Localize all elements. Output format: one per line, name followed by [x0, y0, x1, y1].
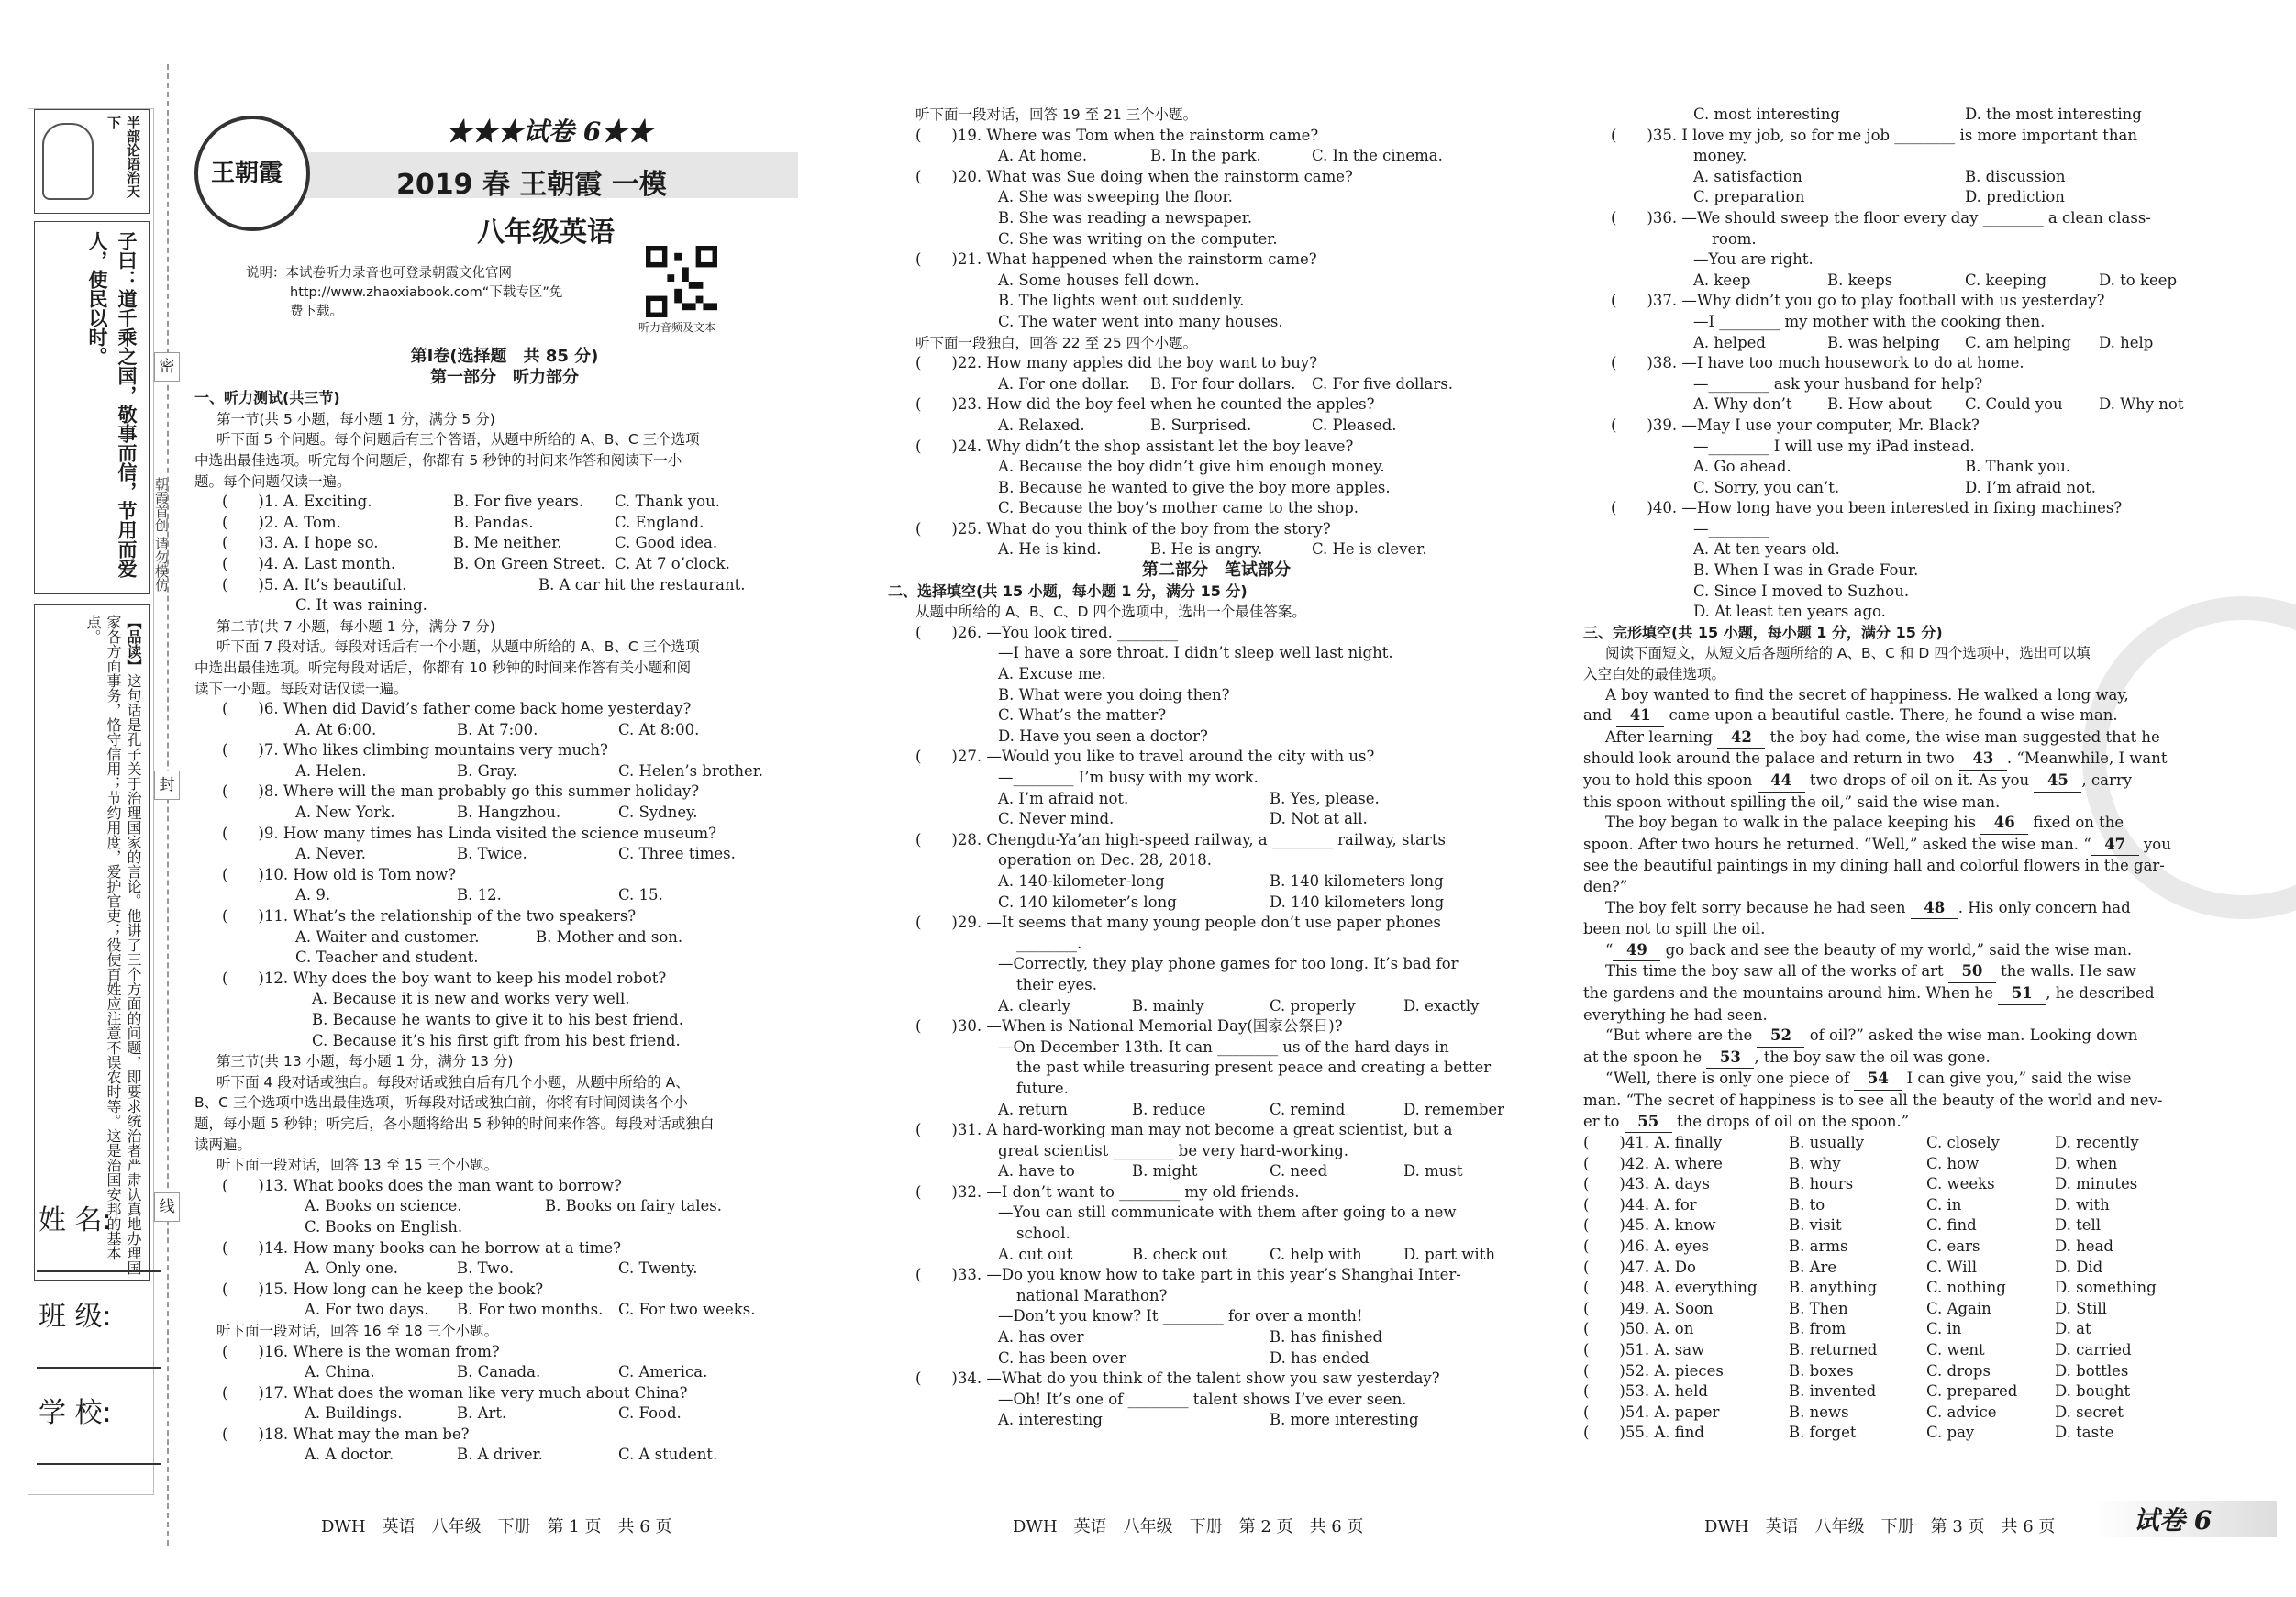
qr-code-icon[interactable] [646, 246, 717, 317]
blank-54: 54 [1854, 1069, 1902, 1091]
seal-marker-feng: 封 [154, 771, 180, 800]
pindu-title: 【品读】 [125, 615, 142, 673]
question-7: ( )7. Who likes climbing mountains very much? [222, 741, 608, 760]
question-20: ( )20. What was Sue doing when the rainstorm came? [915, 167, 1353, 185]
cloze-row: ( )53. A. held B. invented C. prepared D. bought [1583, 1382, 2131, 1401]
section-heading: 三、完形填空(共 15 小题，每小题 1 分，满分 15 分) [1583, 623, 1943, 641]
page-footer-2: DWH 英语 八年级 下册 第 2 页 共 6 页 [1013, 1517, 1364, 1536]
cloze-row: ( )41. A. finally B. usually C. closely D. recently [1583, 1134, 2139, 1152]
cloze-passage: A boy wanted to find the secret of happiness. He walked a long way, and 41 came upon a beautiful castle. There, he found a wise man. After learning 42 the boy had come, the wise man suggested that he should look around the palace and return in two 43 . “Meanwhile, I want you to hold this spoon 44 two drops of oil on it. As you 45 , carry this spoon without spilling the oil,” said the wise man. The boy began to walk in the palace keeping his 46 fixed on the spoon. After two hours he returned. “Well,” asked the wise man. “ 47 you see the beautiful paintings in my dining hall and colorful flowers in the gar- den?” The boy felt sorry because he had seen 48 . His only concern had been not to spill the oil. “ 49 go back and see the beauty of my world,” said the wise man. This time the boy saw all of the works of art 50 the walls. He saw the gardens and the mountains around him. When he 51 , he described everything he had seen. “But where are the 52 of oil?” asked the wise man. Looking down at the spoon he 53 , the boy saw the oil was gone. “Well, there is only one piece of 54 I can give you,” said the wise man. “The secret of happiness is to see all the beauty of the world and nev- er to 55 the drops of oil on the spoon.” [1583, 685, 2196, 1133]
blank-51: 51 [1998, 983, 2046, 1005]
part1-heading: 第一部分 听力部分 [430, 367, 579, 387]
blank-43: 43 [1959, 749, 2007, 771]
seal-marker-xian: 线 [154, 1192, 180, 1222]
question-30: ( )30. —When is National Memorial Day(国家公祭日)? [915, 1017, 1343, 1036]
cloze-row: ( )46. A. eyes B. arms C. ears D. head [1583, 1237, 2113, 1256]
cloze-row: ( )44. A. for B. to C. in D. with [1583, 1195, 2110, 1214]
name-field[interactable] [37, 1270, 161, 1272]
question-12: ( )12. Why does the boy want to keep his model robot? [222, 969, 667, 987]
question-39: ( )39. —May I use your computer, Mr. Black? [1611, 416, 1980, 434]
quote-text: 子曰：道千乘之国，敬事而信，节用而爱人，使民以时。 [86, 231, 138, 578]
school-field[interactable] [37, 1463, 161, 1465]
paper-number: ★★★试卷 6★★ [446, 116, 653, 147]
volume-heading: 第Ⅰ卷(选择题 共 85 分) [410, 347, 599, 366]
question-8: ( )8. Where will the man probably go this summer holiday? [222, 782, 700, 801]
column-2: 听下面一段对话，回答 19 至 21 三个小题。 ( )19. Where was Tom when the rainstorm came? A. At home. B. In the park. C. In the cinema. ( )20. What was Sue doing when the rainstorm came? A. She was sweeping the floor. B. She was reading a newspaper. C. She was writing on the computer. ( )21. What happened when the rainstorm came? A. Some houses fell down. B. The lights went out suddenly. C. The water went into many houses. 听下面一段独白，回答 22 至 25 四个小题。 ( )22. How many apples did the boy want to buy? A. For one dollar. B. For four dollars. C. For five dollars. ( )23. How did the boy feel when he counted the apples? A. Relaxed. B. Surprised. C. Pleased. ( )24. Why didn’t the shop assistant let the boy leave? A. Because the boy didn’t give him enough money. B. Because he wanted to give the boy more apples. C. Because the boy’s mother came to the shop. ( )25. What do you think of the boy from the story? A. He is kind. B. He is angry. C. He is clever. 第二部分 笔试部分 二、选择填空(共 15 小题，每小题 1 分，满分 15 分) 从题中所给的 A、B、C、D 四个选项中，选出一个最佳答案。 ( )26. —You look tired. ________ —I have a sore throat. I didn’t sleep well last night. A. Excuse me. B. What were you doing then? C. What’s the matter? D. Have you seen a doctor? ( )27. —Would you like to travel around the city with us? —________ I’m busy with my work. A. I’m afraid not. B. Yes, please. C. Never mind. D. Not at all. ( )28. Chengdu-Ya’an high-speed railway, a ________ railway, starts operation on Dec. 28, 2018. A. 140-kilometer-long B. 140 kilometers long C. 140 kilometer’s long D. 140 kilometers long ( )29. —It seems that many young people don’t use paper phones ________. —Correctly, they play phone games for too long. It’s bad for their eyes. A. clearly B. mainly C. properly D. exactly ( )30. —When is National Memorial Day(国家公祭日)? —On December 13th. It can ________ us of the hard days in the past while treasuring present peace and creating a better future. A. return B. reduce C. remind D. remember ( )31. A hard-working man may not become a great scientist, but a great scientist ________ be very hard-working. A. have to B. might C. need D. must ( )32. —I don’t want to ________ my old friends. —You can still communicate with them after going to a new school. A. cut out B. check out C. help with D. part with ( )33. —Do you know how to take part in this year’s Shanghai Inter- national Marathon? —Don’t you know? It ________ for over a month! A. has over B. has finished C. has been over D. has ended ( )34. —What do you think of the talent show you saw yesterday? —Oh! It’s one of ________ talent shows I’ve ever seen. A. interesting B. more interesting [915, 105, 1517, 1431]
question-32: ( )32. —I don’t want to ________ my old friends. [915, 1182, 1300, 1201]
column-3: C. most interesting D. the most interesting ( )35. I love my job, so for me job ________ is more important than money. A. satisfaction B. discussion C. preparation D. prediction ( )36. —We should sweep the floor every day ________ a clean class- room. —You are right. A. keep B. keeps C. keeping D. to keep ( )37. —Why didn’t you go to play football with us yesterday? —I ________ my mother with the cooking then. A. helped B. was helping C. am helping D. help ( )38. —I have too much housework to do at home. —________ ask your husband for help? A. Why don’t B. How about C. Could you D. Why not ( )39. —May I use your computer, Mr. Black? —________ I will use my iPad instead. A. Go ahead. B. Thank you. C. Sorry, you can’t. D. I’m afraid not. ( )40. —How long have you been interested in fixing machines? —________ A. At ten years old. B. When I was in Grade Four. C. Since I moved to Suzhou. D. At least ten years ago. 三、完形填空(共 15 小题，每小题 1 分，满分 15 分) 阅读下面短文，从短文后各题所给的 A、B、C 和 D 四个选项中，选出可以填 入空白处的最佳选项。 A boy wanted to find the secret of happiness. He walked a long way, and 41 came upon a beautiful castle. There, he found a wise man. After learning 42 the boy had come, the wise man suggested that he should look around the palace and return in two 43 . “Meanwhile, I want you to hold this spoon 44 two drops of oil on it. As you 45 , carry this spoon without spilling the oil,” said the wise man. The boy began to walk in the palace keeping his 46 fixed on the spoon. After two hours he returned. “Well,” asked the wise man. “ 47 you see the beautiful paintings in my dining hall and colorful flowers in the gar- den?” The boy felt sorry because he had seen 48 . His only concern had been not to spill the oil. “ 49 go back and see the beauty of my world,” said the wise man. This time the boy saw all of the works of art 50 the walls. He saw the gardens and the mountains around him. When he 51 , he described everything he had seen. “But where are the 52 of oil?” asked the wise man. Looking down at the spoon he 53 , the boy saw the oil was gone. “Well, there is only one piece of 54 I can give you,” said the wise man. “The secret of happiness is to see all the beauty of the world and nev- er to 55 the drops of oil on the spoon.” ( )41. A. finally B. usually C. closely D. recently ( )42. A. where B. why C. how D. when ( )43. A. days B. hours C. weeks D. minutes ( )44. A. for B. to C. in D. with ( )45. A. know B. visit C. find D. tell ( )46. A. eyes B. arms C. ears D. head ( )47. A. Do B. Are C. Will D. Did ( )48. A. everything B. anything C. nothing D. something ( )49. A. Soon B. Then C. Again D. Still ( )50. A. on B. from C. in D. at ( )51. A. saw B. returned C. went D. carried ( )52. A. pieces B. boxes C. drops D. bottles ( )53. A. held B. invented C. prepared D. bought ( )54. A. paper B. news C. advice D. secret ( )55. A. find B. forget C. pay D. taste [1583, 105, 2196, 1444]
blank-44: 44 [1758, 771, 1805, 793]
question-28: ( )28. Chengdu-Ya’an high-speed railway, a ________ railway, starts [915, 830, 1446, 848]
question-24: ( )24. Why didn’t the shop assistant let the boy leave? [915, 437, 1354, 455]
quote-box [34, 221, 150, 594]
stamp-text: 朝霞首创 请勿模仿 [153, 477, 170, 592]
qr-caption: 听力音频及文本 [638, 321, 716, 334]
blank-50: 50 [1948, 961, 1996, 983]
cloze-row: ( )49. A. Soon B. Then C. Again D. Still [1583, 1299, 2107, 1317]
question-15: ( )15. How long can he keep the book? [222, 1280, 544, 1298]
question-10: ( )10. How old is Tom now? [222, 865, 457, 883]
exam-title: 2019 春 王朝霞 一模 [396, 169, 667, 201]
blank-42: 42 [1717, 727, 1765, 749]
question-25: ( )25. What do you think of the boy from the story? [915, 519, 1331, 538]
blank-49: 49 [1613, 940, 1660, 962]
blank-45: 45 [2034, 771, 2081, 793]
question-2: ( )2. A. Tom. B. Pandas. C. England. [222, 513, 704, 531]
class-label: 班 级: [39, 1301, 112, 1333]
cloze-options [1583, 1133, 2196, 1444]
pindu-box [34, 604, 150, 1281]
question-5: ( )5. A. It’s beautiful. B. A car hit the restaurant. [222, 575, 746, 593]
question-19: ( )19. Where was Tom when the rainstorm came? [915, 126, 1319, 144]
section-heading: 二、选择填空(共 15 小题，每小题 1 分，满分 15 分) [888, 582, 1248, 600]
class-field[interactable] [37, 1367, 161, 1369]
question-11: ( )11. What’s the relationship of the two speakers? [222, 907, 637, 926]
cloze-row: ( )45. A. know B. visit C. find D. tell [1583, 1216, 2102, 1235]
section-heading: 一、听力测试(共三节) [194, 389, 340, 407]
school-label: 学 校: [39, 1397, 112, 1429]
question-33: ( )33. —Do you know how to take part in this year’s Shanghai Inter- [915, 1266, 1461, 1284]
question-18: ( )18. What may the man be? [222, 1425, 470, 1443]
pindu-text: 这句话是孔子关于治理国家的言论。他讲了三个方面的问题，即要求统治者严肃认真地办理国家各方面事务，恪守信用；节约用度，爱护官吏；役使百姓应注意不误农时等。这是治国安邦的基本点。 [84, 615, 142, 1275]
blank-41: 41 [1616, 705, 1664, 727]
cloze-row: ( )54. A. paper B. news C. advice D. secret [1583, 1403, 2124, 1421]
seal-marker-mi: 密 [154, 352, 180, 382]
blank-53: 53 [1706, 1048, 1754, 1070]
download-note: 说明：本试卷听力录音也可登录朝霞文化官网 http://www.zhaoxiabook.com“下载专区”免 费下载。 [246, 266, 563, 319]
cloze-row: ( )52. A. pieces B. boxes C. drops D. bottles [1583, 1361, 2129, 1380]
footer-paper-tag: 试卷 6 [2134, 1505, 2213, 1536]
question-1: ( )1. A. Exciting. B. For five years. C. Thank you. [222, 493, 720, 511]
confucius-figure-icon [42, 123, 94, 200]
cloze-row: ( )47. A. Do B. Are C. Will D. Did [1583, 1258, 2103, 1276]
blank-48: 48 [1911, 898, 1958, 920]
question-35: ( )35. I love my job, so for me job ________ is more important than [1611, 126, 2138, 144]
part2-heading: 第二部分 笔试部分 [1142, 560, 1291, 581]
question-34: ( )34. —What do you think of the talent show you saw yesterday? [915, 1370, 1440, 1388]
question-38: ( )38. —I have too much housework to do at home. [1611, 354, 2024, 372]
side-strip [28, 108, 154, 1495]
column-1: 第Ⅰ卷(选择题 共 85 分) 第一部分 听力部分 一、听力测试(共三节) 第一节(共 5 小题，每小题 1 分，满分 5 分) 听下面 5 个问题。每个问题后有三个答语，从题中所给的 A、B、C 三个选项 中选出最佳选项。听完每个问题后，你都有 5 秒钟的时间来作答和阅读下一小 题。每个问题仅读一遍。 ( )1. A. Exciting. B. For five years. C. Thank you. ( )2. A. Tom. B. Pandas. C. England. ( )3. A. I hope so. B. Me neither. C. Good idea. ( )4. A. Last month. B. On Green Street. C. At 7 o’clock. ( )5. A. It’s beautiful. B. A car hit the restaurant. C. It was raining. 第二节(共 7 小题，每小题 1 分，满分 7 分) 听下面 7 段对话。每段对话后有一个小题，从题中所给的 A、B、C 三个选项 中选出最佳选项。听完每段对话后，你都有 10 秒钟的时间来作答有关小题和阅 读下一小题。每段对话仅读一遍。 ( )6. When did David’s father come back home yesterday? A. At 6:00. B. At 7:00. C. At 8:00. ( )7. Who likes climbing mountains very much? A. Helen. B. Gray. C. Helen’s brother. ( )8. Where will the man probably go this summer holiday? A. New York. B. Hangzhou. C. Sydney. ( )9. How many times has Linda visited the science museum? A. Never. B. Twice. C. Three times. ( )10. How old is Tom now? A. 9. B. 12. C. 15. ( )11. What’s the relationship of the two speakers? A. Waiter and customer. B. Mother and son. C. Teacher and student. ( )12. Why does the boy want to keep his model robot? A. Because it is new and works very well. B. Because he wants to give it to his best friend. C. Because it’s his first gift from his best friend. 第三节(共 13 小题，每小题 1 分，满分 13 分) 听下面 4 段对话或独白。每段对话或独白后有几个小题，从题中所给的 A、 B、C 三个选项中选出最佳选项，听每段对话或独白前，你将有时间阅读各个小 题，每小题 5 秒钟；听完后，各小题将给出 5 秒钟的时间来作答。每段对话或独白 读两遍。 听下面一段对话，回答 13 至 15 三个小题。 ( )13. What books does the man want to borrow? A. Books on science. B. Books on fairy tales. C. Books on English. ( )14. How many books can he borrow at a time? A. Only one. B. Two. C. Twenty. ( )15. How long can he keep the book? A. For two days. B. For two months. C. For two weeks. 听下面一段对话，回答 16 至 18 三个小题。 ( )16. Where is the woman from? A. China. B. Canada. C. America. ( )17. What does the woman like very much about China? A. Buildings. B. Art. C. Food. ( )18. What may the man be? A. A doctor. B. A driver. C. A student. [194, 347, 815, 1466]
question-22: ( )22. How many apples did the boy want to buy? [915, 354, 1318, 372]
blank-52: 52 [1757, 1026, 1804, 1048]
question-37: ( )37. —Why didn’t you go to play football with us yesterday? [1611, 292, 2105, 310]
cloze-row: ( )55. A. find B. forget C. pay D. taste [1583, 1424, 2114, 1442]
page-footer-3: DWH 英语 八年级 下册 第 3 页 共 6 页 [1704, 1517, 2056, 1536]
blank-47: 47 [2091, 835, 2139, 857]
motto-text: 半部论语治天下 [105, 116, 141, 198]
motto-box [34, 109, 150, 214]
question-36: ( )36. —We should sweep the floor every day ________ a clean class- [1611, 208, 2151, 227]
page-footer-1: DWH 英语 八年级 下册 第 1 页 共 6 页 [321, 1517, 672, 1536]
question-13: ( )13. What books does the man want to borrow? [222, 1176, 622, 1194]
question-17: ( )17. What does the woman like very much about China? [222, 1383, 688, 1402]
question-6: ( )6. When did David’s father come back home yesterday? [222, 700, 692, 718]
question-16: ( )16. Where is the woman from? [222, 1342, 500, 1360]
question-27: ( )27. —Would you like to travel around the city with us? [915, 748, 1375, 766]
cloze-row: ( )43. A. days B. hours C. weeks D. minutes [1583, 1175, 2138, 1193]
question-9: ( )9. How many times has Linda visited the science museum? [222, 824, 717, 842]
cloze-row: ( )42. A. where B. why C. how D. when [1583, 1154, 2118, 1172]
cloze-row: ( )48. A. everything B. anything C. nothing D. something [1583, 1279, 2157, 1297]
blank-55: 55 [1625, 1112, 1672, 1134]
name-label: 姓 名: [39, 1204, 112, 1237]
question-23: ( )23. How did the boy feel when he counted the apples? [915, 395, 1375, 414]
blank-46: 46 [1980, 813, 2028, 835]
question-4: ( )4. A. Last month. B. On Green Street. C. At 7 o’clock. [222, 554, 730, 572]
question-3: ( )3. A. I hope so. B. Me neither. C. Good idea. [222, 534, 718, 552]
exam-subtitle: 八年级英语 [477, 216, 615, 249]
cloze-row: ( )51. A. saw B. returned C. went D. carried [1583, 1341, 2132, 1359]
question-21: ( )21. What happened when the rainstorm came? [915, 250, 1317, 269]
question-29: ( )29. —It seems that many young people don’t use paper phones [915, 914, 1441, 932]
question-26: ( )26. —You look tired. ________ [915, 623, 1179, 641]
question-40: ( )40. —How long have you been interested in fixing machines? [1611, 499, 2123, 517]
publisher-logo-icon: 王朝霞 [194, 116, 310, 231]
question-31: ( )31. A hard-working man may not become a great scientist, but a [915, 1121, 1453, 1139]
question-14: ( )14. How many books can he borrow at a time? [222, 1238, 621, 1257]
seal-line [167, 64, 169, 1546]
cloze-row: ( )50. A. on B. from C. in D. at [1583, 1320, 2091, 1338]
